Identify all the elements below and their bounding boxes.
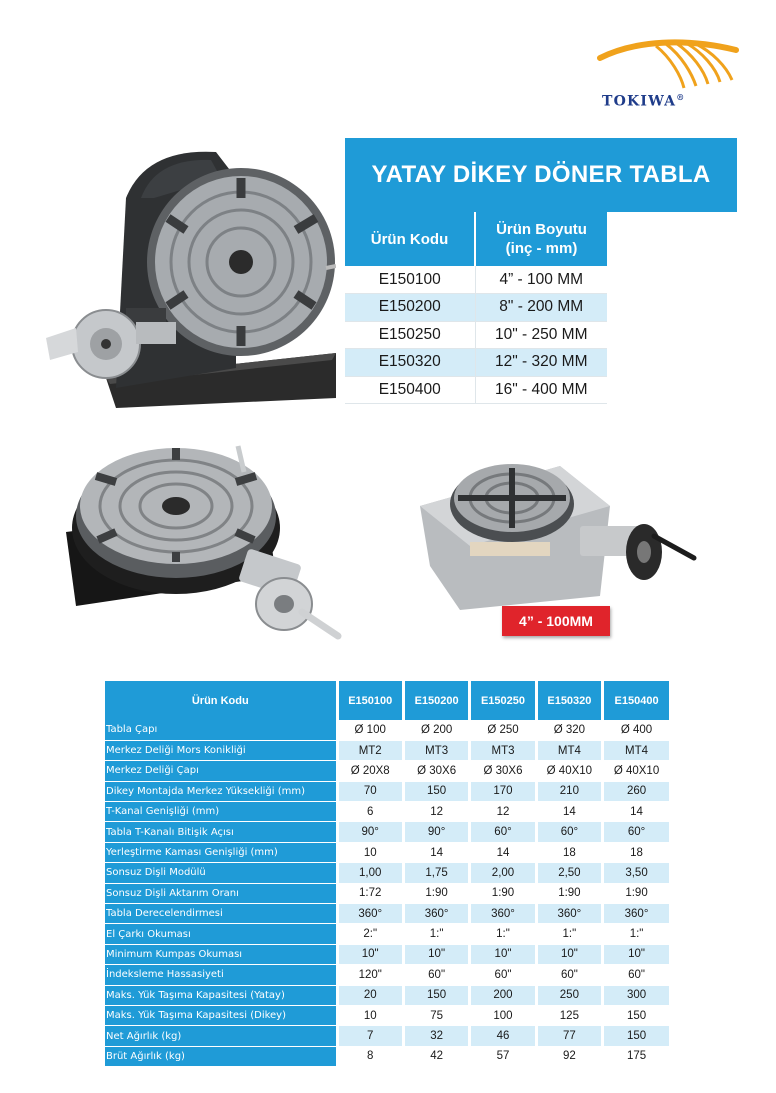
spec-cell: 14: [536, 802, 602, 822]
table-row: [345, 266, 607, 294]
spec-row-label: Minimum Kumpas Okuması: [105, 944, 337, 964]
spec-cell: Ø 40X10: [603, 761, 669, 781]
spec-row-label: Merkez Deliği Çapı: [105, 761, 337, 781]
spec-cell: Ø 250: [470, 720, 536, 740]
spec-cell: Ø 200: [403, 720, 469, 740]
spec-cell: 14: [603, 802, 669, 822]
row-code: E150250: [345, 321, 475, 349]
spec-cell: Ø 40X10: [536, 761, 602, 781]
spec-cell: 260: [603, 781, 669, 801]
spec-cell: 18: [536, 842, 602, 862]
spec-cell: 20: [337, 985, 403, 1005]
spec-row-label: T-Kanal Genişliği (mm): [105, 802, 337, 822]
spec-cell: 10: [337, 1005, 403, 1025]
spec-cell: 170: [470, 781, 536, 801]
spec-header-code: E150400: [603, 681, 669, 720]
spec-row-label: Maks. Yük Taşıma Kapasitesi (Yatay): [105, 985, 337, 1005]
spec-cell: 60": [403, 965, 469, 985]
table-row: [345, 376, 607, 404]
spec-cell: 10: [337, 842, 403, 862]
spec-row-label: Sonsuz Dişli Modülü: [105, 863, 337, 883]
rotary-table-small-image: [410, 446, 700, 614]
spec-row-label: Tabla Çapı: [105, 720, 337, 740]
spec-cell: 12: [403, 802, 469, 822]
table-row: [105, 1005, 669, 1025]
table-row: [105, 802, 669, 822]
spec-cell: 10": [337, 944, 403, 964]
spec-cell: 150: [603, 1026, 669, 1046]
table-row: [105, 781, 669, 801]
spec-cell: 150: [403, 985, 469, 1005]
spec-row-label: Sonsuz Dişli Aktarım Oranı: [105, 883, 337, 903]
table-row: [345, 321, 607, 349]
spec-cell: 60°: [603, 822, 669, 842]
row-code: E150320: [345, 349, 475, 377]
spec-cell: 1:": [470, 924, 536, 944]
spec-cell: 1:72: [337, 883, 403, 903]
spec-cell: 10": [470, 944, 536, 964]
spec-cell: 14: [403, 842, 469, 862]
spec-cell: 360°: [337, 904, 403, 924]
spec-cell: 10": [603, 944, 669, 964]
rotary-table-horizontal-image: [66, 436, 358, 654]
spec-row-label: Dikey Montajda Merkez Yüksekliği (mm): [105, 781, 337, 801]
brand-logo: [596, 36, 746, 112]
spec-cell: 2,50: [536, 863, 602, 883]
spec-cell: 1:90: [470, 883, 536, 903]
spec-cell: 360°: [536, 904, 602, 924]
spec-cell: 32: [403, 1026, 469, 1046]
table-row: [105, 720, 669, 740]
table-row: [105, 761, 669, 781]
spec-cell: Ø 30X6: [403, 761, 469, 781]
row-code: E150100: [345, 266, 475, 294]
spec-cell: 60°: [470, 822, 536, 842]
row-size: 10" - 250 MM: [475, 321, 607, 349]
spec-cell: 70: [337, 781, 403, 801]
spec-cell: 75: [403, 1005, 469, 1025]
size-badge: 4” - 100MM: [502, 606, 610, 636]
spec-cell: 1:": [403, 924, 469, 944]
spec-row-label: El Çarkı Okuması: [105, 924, 337, 944]
spec-cell: 1:90: [603, 883, 669, 903]
spec-cell: 300: [603, 985, 669, 1005]
row-size: 4” - 100 MM: [475, 266, 607, 294]
spec-cell: 125: [536, 1005, 602, 1025]
row-code: E150400: [345, 376, 475, 404]
spec-row-label: Net Ağırlık (kg): [105, 1026, 337, 1046]
table-row: [105, 883, 669, 903]
brand-name: TOKIWA: [602, 93, 677, 110]
spec-cell: Ø 20X8: [337, 761, 403, 781]
spec-cell: 60°: [536, 822, 602, 842]
spec-row-label: Tabla Derecelendirmesi: [105, 904, 337, 924]
spec-cell: 12: [470, 802, 536, 822]
spec-cell: 360°: [470, 904, 536, 924]
spec-cell: Ø 30X6: [470, 761, 536, 781]
spec-row-label: Yerleştirme Kaması Genişliği (mm): [105, 842, 337, 862]
page-title: YATAY DİKEY DÖNER TABLA: [345, 138, 737, 212]
table-row: [105, 863, 669, 883]
spec-row-label: Maks. Yük Taşıma Kapasitesi (Dikey): [105, 1005, 337, 1025]
spec-cell: 7: [337, 1026, 403, 1046]
table-row: [105, 822, 669, 842]
spec-row-label: Merkez Deliği Mors Konikliği: [105, 740, 337, 760]
spec-cell: 3,50: [603, 863, 669, 883]
spec-cell: 10": [403, 944, 469, 964]
table-row: [345, 349, 607, 377]
size-table-header-size: [475, 212, 607, 266]
spec-cell: 1:90: [403, 883, 469, 903]
table-row: [105, 965, 669, 985]
rotary-table-vertical-image: [36, 138, 336, 408]
spec-cell: 175: [603, 1046, 669, 1066]
table-row: [105, 842, 669, 862]
spec-row-label: Tabla T-Kanalı Bitişik Açısı: [105, 822, 337, 842]
spec-cell: 1:90: [536, 883, 602, 903]
size-table: [345, 212, 607, 404]
table-row: [105, 1026, 669, 1046]
registered-mark: ®: [676, 92, 686, 102]
spec-cell: 120": [337, 965, 403, 985]
spec-cell: Ø 400: [603, 720, 669, 740]
spec-cell: 2,00: [470, 863, 536, 883]
spec-cell: 2:": [337, 924, 403, 944]
spec-header-code: E150320: [536, 681, 602, 720]
size-table-header-code: Ürün Kodu: [345, 212, 475, 266]
spec-cell: 360°: [603, 904, 669, 924]
spec-cell: 42: [403, 1046, 469, 1066]
spec-cell: 60": [536, 965, 602, 985]
spec-cell: 18: [603, 842, 669, 862]
spec-cell: 90°: [337, 822, 403, 842]
spec-cell: 150: [403, 781, 469, 801]
spec-header-label: Ürün Kodu: [105, 681, 337, 720]
spec-cell: 250: [536, 985, 602, 1005]
table-row: [105, 740, 669, 760]
spec-cell: 60": [470, 965, 536, 985]
spec-row-label: İndeksleme Hassasiyeti: [105, 965, 337, 985]
spec-cell: 1:": [536, 924, 602, 944]
spec-cell: 200: [470, 985, 536, 1005]
spec-cell: MT4: [536, 740, 602, 760]
row-size: 8" - 200 MM: [475, 294, 607, 322]
row-code: E150200: [345, 294, 475, 322]
spec-cell: 360°: [403, 904, 469, 924]
spec-cell: 6: [337, 802, 403, 822]
spec-cell: MT3: [470, 740, 536, 760]
spec-table-body: [105, 720, 669, 1067]
spec-row-label: Brüt Ağırlık (kg): [105, 1046, 337, 1066]
row-size: 16" - 400 MM: [475, 376, 607, 404]
spec-cell: 57: [470, 1046, 536, 1066]
size-header-line2: (inç - mm): [505, 240, 578, 257]
spec-cell: 14: [470, 842, 536, 862]
table-row: [105, 924, 669, 944]
spec-cell: 1:": [603, 924, 669, 944]
spec-cell: 10": [536, 944, 602, 964]
spec-cell: 90°: [403, 822, 469, 842]
table-row: [105, 1046, 669, 1066]
spec-cell: 1,00: [337, 863, 403, 883]
spec-cell: Ø 100: [337, 720, 403, 740]
table-row: [105, 904, 669, 924]
table-row: [345, 294, 607, 322]
size-header-line1: Ürün Boyutu: [496, 221, 587, 238]
spec-cell: 60": [603, 965, 669, 985]
spec-cell: 1,75: [403, 863, 469, 883]
spec-cell: 210: [536, 781, 602, 801]
spec-header-code: E150200: [403, 681, 469, 720]
spec-header-code: E150100: [337, 681, 403, 720]
spec-cell: 100: [470, 1005, 536, 1025]
table-row: [105, 985, 669, 1005]
spec-cell: 77: [536, 1026, 602, 1046]
spec-cell: 150: [603, 1005, 669, 1025]
spec-header-code: E150250: [470, 681, 536, 720]
spec-cell: 8: [337, 1046, 403, 1066]
logo-swoosh-icon: [596, 36, 746, 96]
spec-table: [105, 681, 669, 1067]
spec-cell: MT2: [337, 740, 403, 760]
spec-cell: 92: [536, 1046, 602, 1066]
spec-cell: MT3: [403, 740, 469, 760]
spec-cell: MT4: [603, 740, 669, 760]
row-size: 12" - 320 MM: [475, 349, 607, 377]
spec-cell: 46: [470, 1026, 536, 1046]
spec-cell: Ø 320: [536, 720, 602, 740]
table-row: [105, 944, 669, 964]
